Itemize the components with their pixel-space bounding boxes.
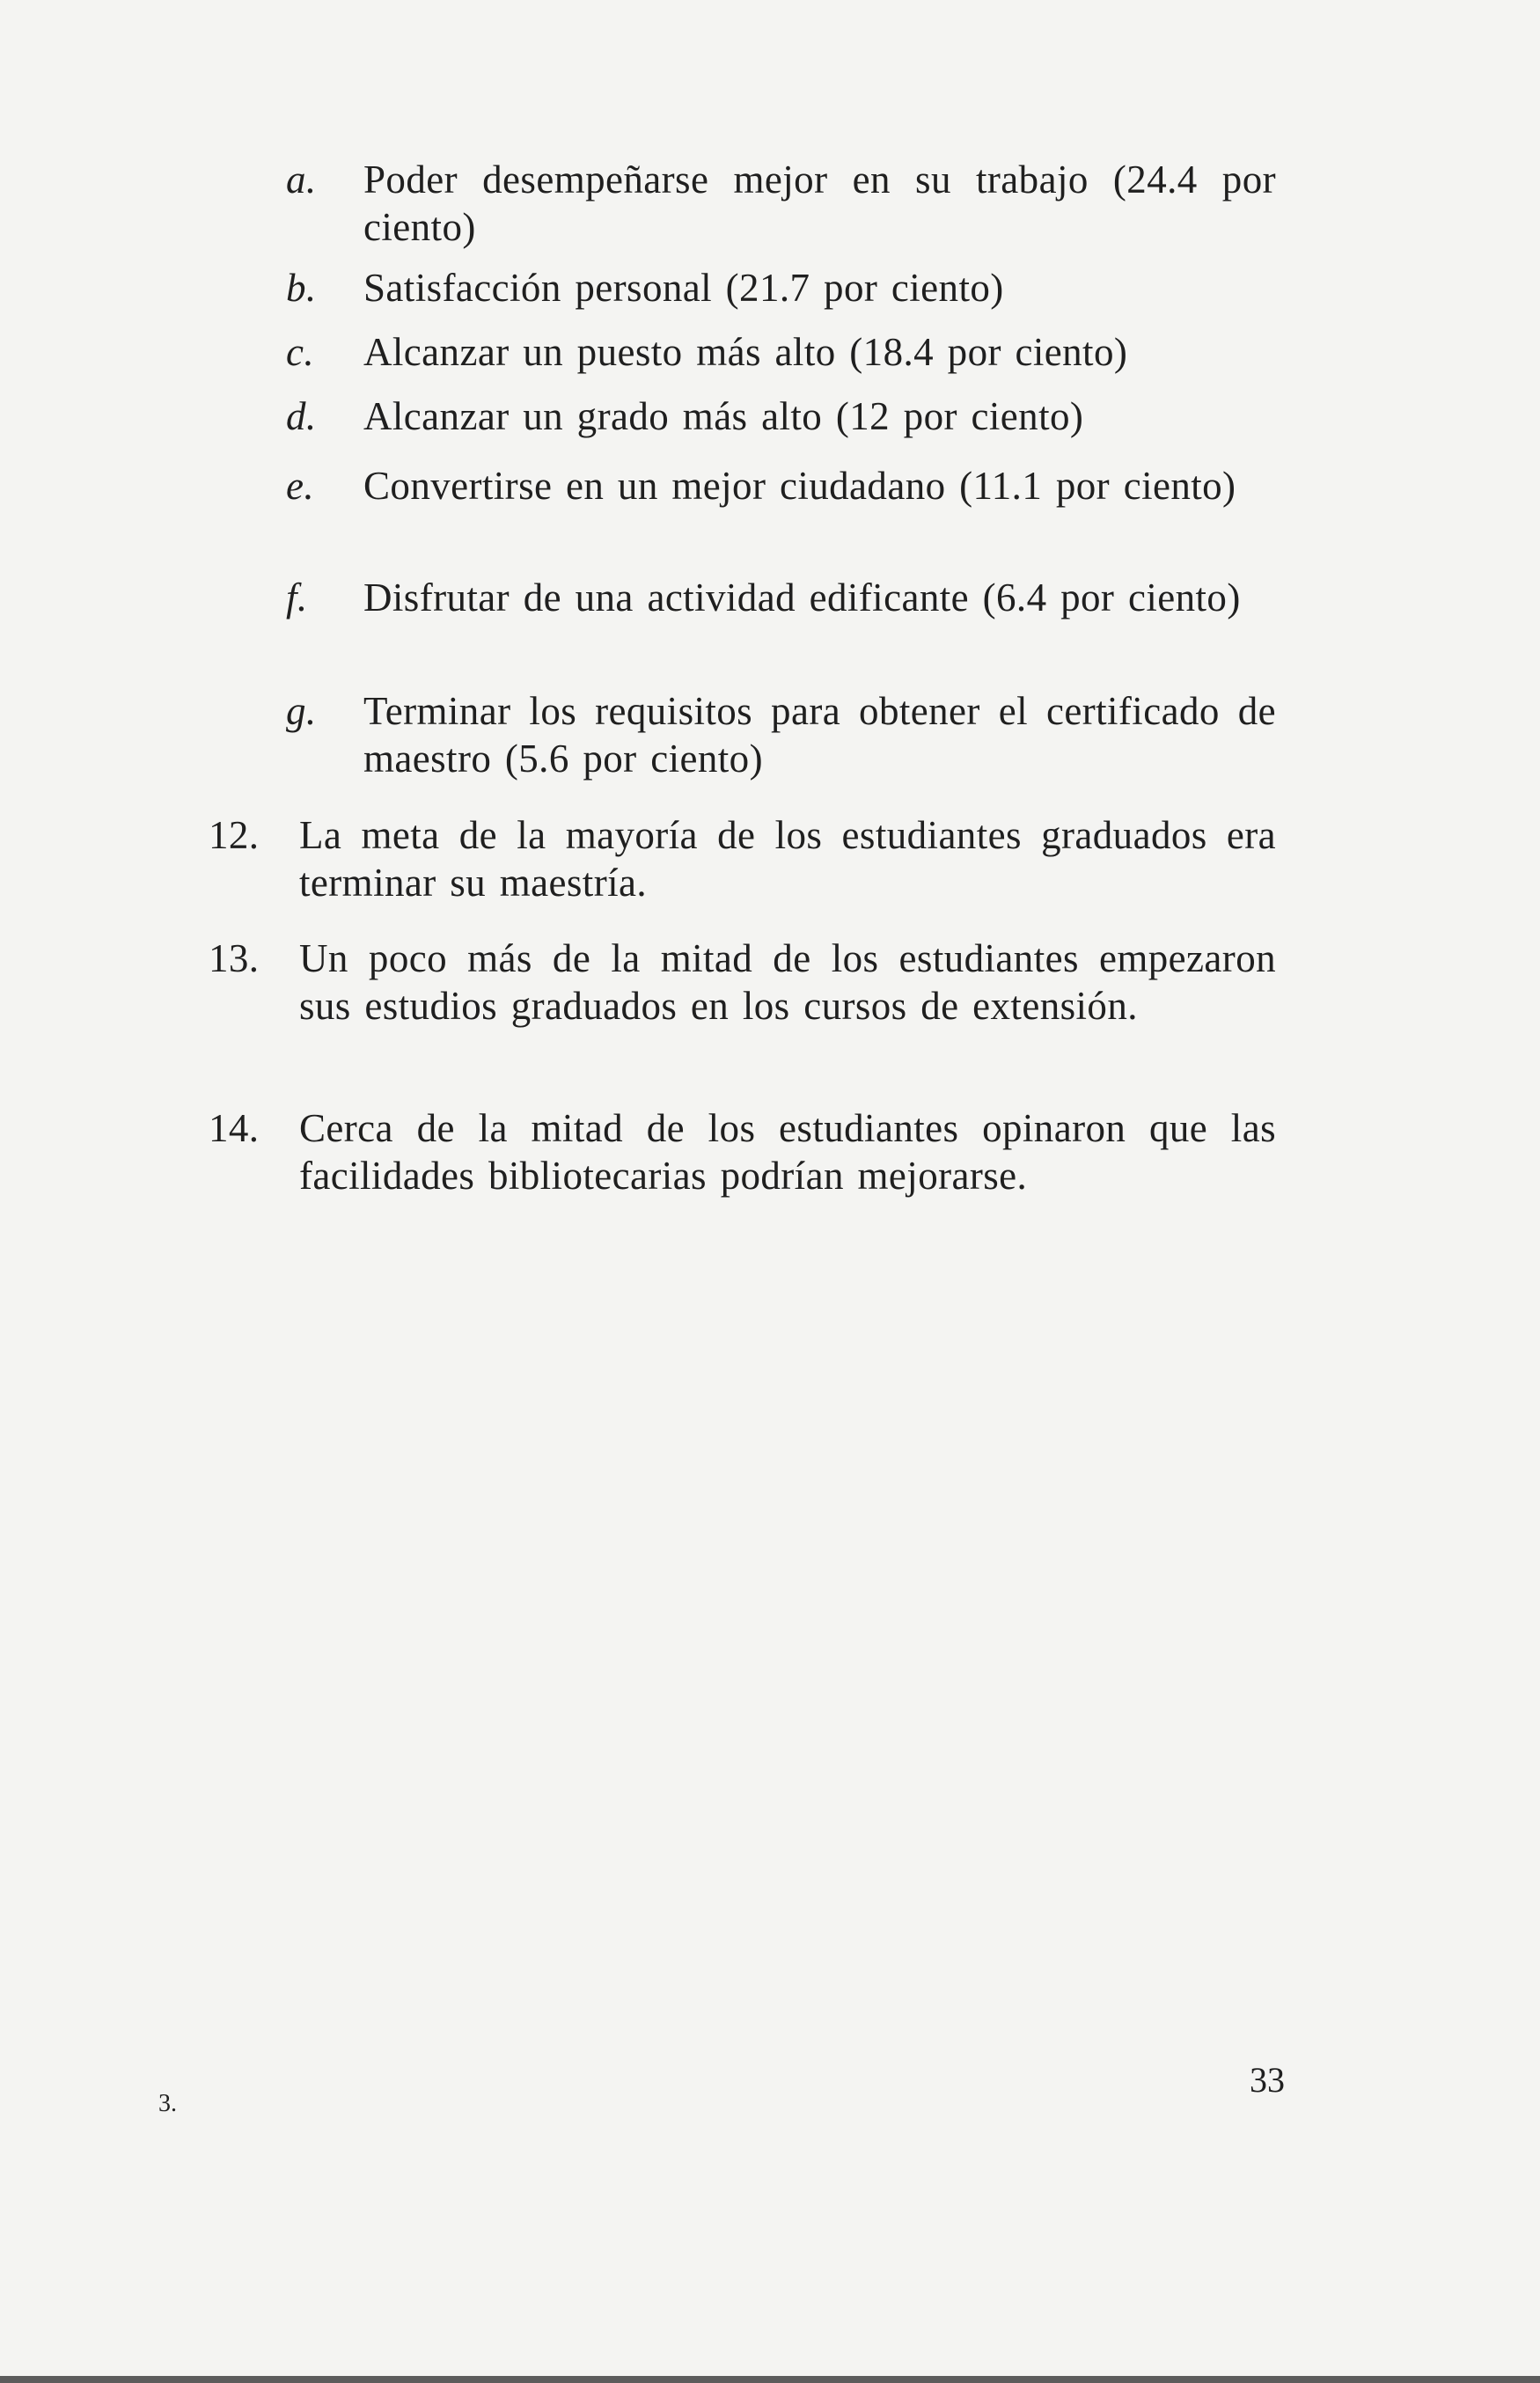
scan-edge bbox=[0, 2376, 1540, 2383]
sub-item-f bbox=[286, 574, 1276, 621]
list-item-text: Alcanzar un grado más alto (12 por ciento) bbox=[363, 394, 1084, 438]
list-number: 12. bbox=[209, 813, 260, 857]
list-marker: b. bbox=[286, 266, 317, 310]
list-item-text: Disfrutar de una actividad edificante (6.4 por ciento) bbox=[363, 576, 1241, 620]
list-item-text: Convertirse en un mejor ciudadano (11.1 por ciento) bbox=[363, 464, 1236, 508]
sub-item-g bbox=[286, 687, 1276, 782]
list-marker: e. bbox=[286, 464, 315, 508]
sub-item-c bbox=[286, 328, 1276, 376]
list-marker: c. bbox=[286, 330, 315, 374]
list-item-text: Cerca de la mitad de los estudiantes opinaron que las facilidades bibliotecarias podrían mejorarse. bbox=[299, 1106, 1276, 1198]
list-marker: a. bbox=[286, 158, 317, 202]
list-item-text: Un poco más de la mitad de los estudiantes empezaron sus estudios graduados en los cursos de extensión. bbox=[299, 936, 1276, 1028]
list-marker: f. bbox=[286, 576, 308, 620]
list-number: 14. bbox=[209, 1106, 260, 1150]
list-item-text: Terminar los requisitos para obtener el certificado de maestro (5.6 por ciento) bbox=[363, 689, 1276, 781]
list-item-text: Alcanzar un puesto más alto (18.4 por ciento) bbox=[363, 330, 1128, 374]
sub-item-e bbox=[286, 462, 1276, 510]
page-number: 33 bbox=[1250, 2060, 1285, 2100]
list-item-text: La meta de la mayoría de los estudiantes graduados era terminar su maestría. bbox=[299, 813, 1276, 905]
list-marker: g. bbox=[286, 689, 317, 733]
sub-item-a bbox=[286, 156, 1276, 251]
list-item-text: Satisfacción personal (21.7 por ciento) bbox=[363, 266, 1004, 310]
numbered-item-12 bbox=[209, 811, 1276, 906]
list-marker: d. bbox=[286, 394, 317, 438]
list-item-text: Poder desempeñarse mejor en su trabajo (24.4 por ciento) bbox=[363, 158, 1276, 249]
list-number: 13. bbox=[209, 936, 260, 980]
numbered-item-14 bbox=[209, 1104, 1276, 1199]
sub-item-d bbox=[286, 392, 1276, 440]
signature-mark: 3. bbox=[158, 2090, 177, 2117]
sub-item-b bbox=[286, 264, 1276, 312]
numbered-item-13 bbox=[209, 935, 1276, 1030]
